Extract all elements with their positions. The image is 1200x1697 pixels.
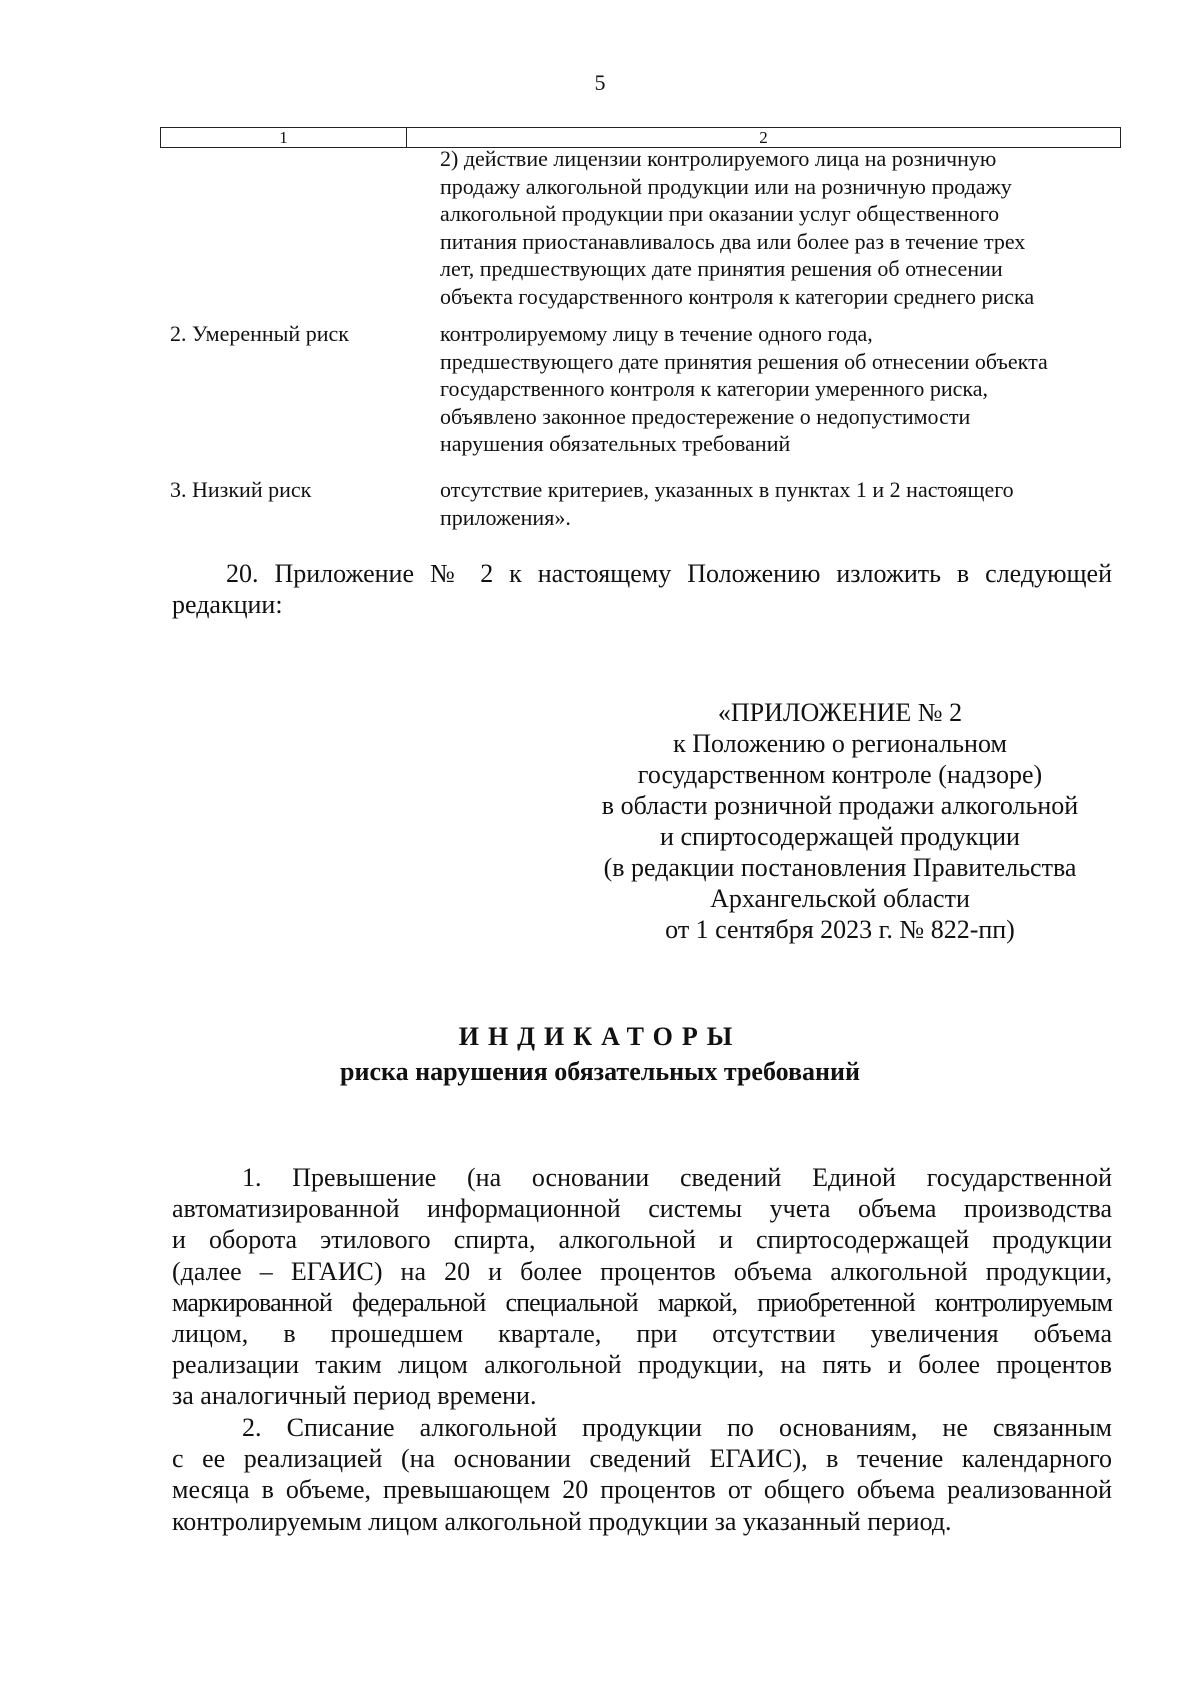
risk-category-name: 3. Низкий риск <box>170 477 312 502</box>
table-column-2-header: 2 <box>407 128 1121 148</box>
paragraph-line: 20. Приложение № 2 к настоящему Положению изложить в следующей <box>226 559 1112 588</box>
appendix-line: от 1 сентября 2023 г. № 822-пп) <box>665 915 1015 944</box>
appendix-line: «ПРИЛОЖЕНИЕ № 2 <box>717 698 963 727</box>
text-line: лет, предшествующих дате принятия решения об отнесении <box>440 256 1003 281</box>
text-line: государственного контроля к категории умеренного риска, <box>440 376 989 401</box>
text-line: приложения». <box>440 504 571 530</box>
paragraph-line: лицом, в прошедшем квартале, при отсутствии увеличения объема <box>172 1319 1112 1349</box>
paragraph-line: 1. Превышение (на основании сведений Единой государственной <box>242 1163 1112 1192</box>
text-line: объявлено законное предостережение о недопустимости <box>440 403 971 429</box>
risk-category-name: 2. Умеренный риск <box>170 321 349 346</box>
text-line: питания приостанавливалось два или более раз в течение трех <box>440 228 1026 254</box>
appendix-line: в области розничной продажи алкогольной <box>601 791 1079 820</box>
appendix-line: к Положению о региональном <box>673 729 1007 758</box>
paragraph-line: маркированной федеральной специальной маркой, приобретенной контролируемым <box>172 1287 1112 1317</box>
appendix-line: и спиртосодержащей продукции <box>660 822 1020 851</box>
appendix-header <box>580 697 1100 945</box>
indicator-item-2 <box>172 1412 1112 1537</box>
paragraph-line: (далее – ЕГАИС) на 20 и более процентов объема алкогольной продукции, <box>172 1256 1112 1286</box>
appendix-line: государственном контроле (надзоре) <box>637 760 1043 789</box>
paragraph-line: автоматизированной информационной системы учета объема производства <box>172 1194 1112 1224</box>
indicators-subtitle: риска нарушения обязательных требований <box>340 1057 860 1086</box>
paragraph-line: за аналогичный период времени. <box>172 1381 537 1411</box>
paragraph-line: с ее реализацией (на основании сведений ЕГАИС), в течение календарного <box>172 1444 1112 1474</box>
text-line: нарушения обязательных требований <box>440 431 791 456</box>
text-line: 2) действие лицензии контролируемого лица на розничную <box>440 146 997 171</box>
paragraph-line: 2. Списание алкогольной продукции по основаниям, не связанным <box>242 1413 1112 1442</box>
indicators-title: ИНДИКАТОРЫ <box>458 1022 742 1051</box>
paragraph-20 <box>172 558 1112 620</box>
text-line: алкогольной продукции при оказании услуг общественного <box>440 201 1000 226</box>
text-line: отсутствие критериев, указанных в пунктах 1 и 2 настоящего <box>440 477 1014 502</box>
appendix-line: (в редакции постановления Правительства <box>603 853 1077 882</box>
text-line: контролируемому лицу в течение одного года, <box>440 321 873 346</box>
paragraph-line: месяца в объеме, превышающем 20 процентов от общего объема реализованной <box>172 1475 1112 1505</box>
text-line: объекта государственного контроля к категории среднего риска <box>440 283 1035 309</box>
paragraph-line: и оборота этилового спирта, алкогольной и спиртосодержащей продукции <box>172 1225 1112 1255</box>
indicator-item-1 <box>172 1162 1112 1412</box>
page-number: 5 <box>594 70 606 95</box>
paragraph-line: редакции: <box>172 590 283 620</box>
appendix-line: Архангельской области <box>710 884 970 913</box>
text-line: предшествующего дате принятия решения об отнесении объекта <box>440 348 1048 374</box>
table-column-1-header: 1 <box>161 128 407 148</box>
paragraph-line: контролируемым лицом алкогольной продукции за указанный период. <box>172 1506 952 1536</box>
text-line: продажу алкогольной продукции или на розничную продажу <box>440 173 1012 199</box>
paragraph-line: реализации таким лицом алкогольной продукции, на пять и более процентов <box>172 1350 1112 1380</box>
